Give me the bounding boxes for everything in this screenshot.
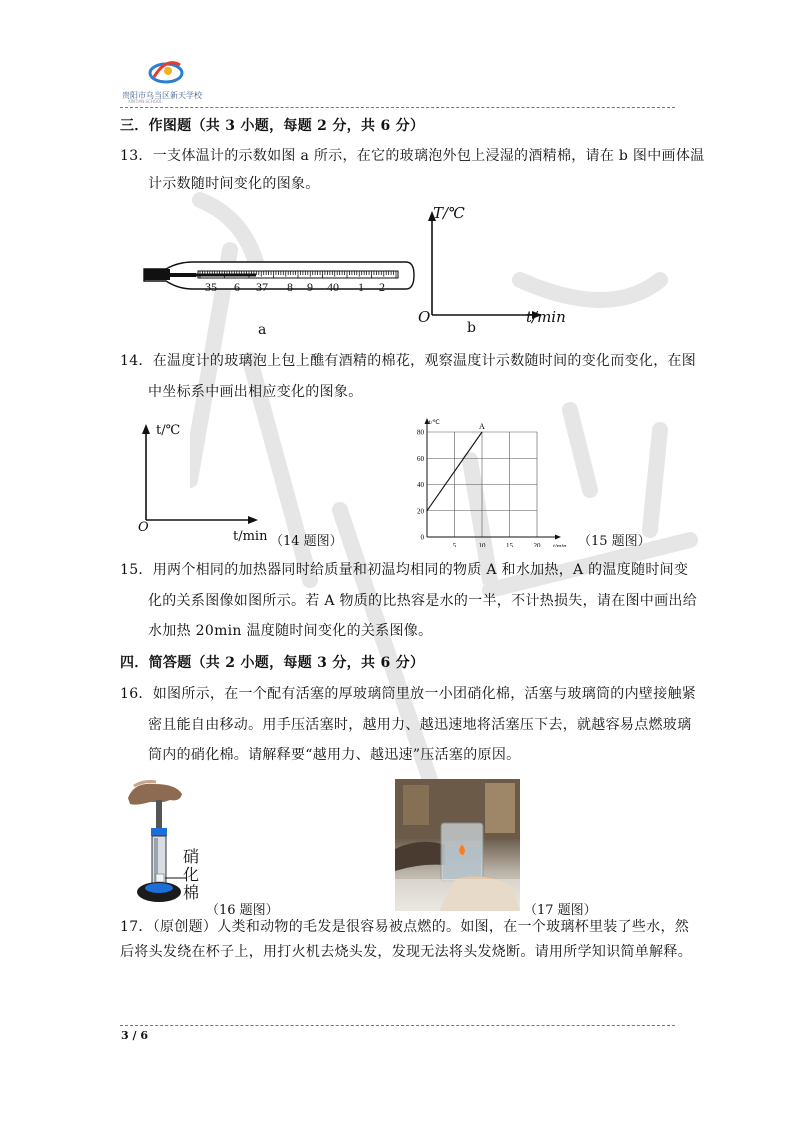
fig-b-y-label: T/℃ (433, 204, 465, 222)
section3-heading: 三．作图题（共 3 小题，每题 2 分，共 6 分） (120, 118, 425, 134)
thermo-label: 8 (287, 280, 293, 294)
section4-heading: 四．简答题（共 2 小题，每题 3 分，共 6 分） (120, 655, 425, 671)
q17-text-2: 后将头发绕在杯子上，用打火机去烧头发，发现无法将头发烧断。请用所学知识简单解释。 (120, 944, 692, 960)
q16-label-char: 硝 (183, 847, 200, 866)
header-rule (120, 107, 675, 108)
q16-label-char: 化 (183, 865, 200, 884)
q15-chart (405, 412, 585, 547)
q15-text-1: 15．用两个相同的加热器同时给质量和初温均相同的物质 A 和水加热，A 的温度随时间变 (120, 562, 689, 578)
fig-b-origin: O (418, 308, 431, 326)
q14-origin: O (138, 520, 149, 535)
page-number: 3 / 6 (121, 1029, 148, 1042)
fig-b-label: b (467, 320, 476, 336)
thermo-label: 6 (234, 280, 240, 294)
y-tick-label: 0 (420, 533, 424, 542)
q14-caption: （14 题图） (270, 534, 343, 549)
fig-b-axes (420, 205, 550, 320)
x-tick-label: 20 (533, 542, 541, 547)
q14-text-1: 14．在温度计的玻璃泡上包上醮有酒精的棉花，观察温度计示数随时间的变化而变化，在图 (120, 353, 697, 369)
q17-caption: （17 题图） (524, 903, 597, 918)
x-axis-label: t/min (553, 543, 567, 547)
x-tick-label: 5 (452, 542, 457, 547)
thermo-label: 1 (358, 280, 364, 294)
q16-text-3: 筒内的硝化棉。请解释要“越用力、越迅速”压活塞的原因。 (148, 747, 521, 763)
school-logo (146, 55, 186, 91)
q14-y-label: t/℃ (156, 423, 181, 438)
thermo-label: 35 (205, 280, 217, 294)
thermo-label: 40 (327, 280, 339, 294)
q17-photo (395, 779, 520, 911)
thermo-label: 37 (256, 280, 268, 294)
fig-b-x-label: t/min (526, 308, 566, 326)
q16-label-nitrocellulose (183, 848, 199, 902)
q13-text-2: 计示数随时间变化的图象。 (148, 176, 320, 192)
annotation-label: A (479, 422, 485, 431)
q14-x-label: t/min (233, 529, 268, 544)
y-axis-label: t/℃ (429, 419, 440, 426)
q16-text-2: 密且能自由移动。用手压活塞时，越用力、越迅速地将活塞压下去，就越容易点燃玻璃 (148, 717, 692, 733)
q16-caption: （16 题图） (206, 903, 279, 918)
y-tick-label: 80 (417, 428, 424, 437)
q14-text-2: 中坐标系中画出相应变化的图象。 (148, 384, 363, 400)
q16-label-char: 棉 (183, 883, 200, 902)
school-name: 贵阳市乌当区新天学校 (122, 91, 202, 100)
thermometer-scale (205, 280, 405, 296)
school-tagline: XINTIAN SCHOOL (128, 99, 163, 104)
y-tick-label: 40 (417, 481, 424, 489)
q13-text-1: 13．一支体温计的示数如图 a 所示，在它的玻璃泡外包上浸湿的酒精棉，请在 b 图中画体温 (120, 148, 705, 164)
thermo-label: 9 (307, 280, 313, 294)
y-tick-label: 60 (417, 454, 424, 463)
q15-text-3: 水加热 20min 温度随时间变化的关系图像。 (148, 623, 433, 639)
footer-rule (120, 1025, 675, 1026)
q16-text-1: 16．如图所示，在一个配有活塞的厚玻璃筒里放一小团硝化棉，活塞与玻璃筒的内壁接触紧 (120, 686, 697, 702)
thermo-label: 2 (379, 280, 385, 294)
q17-text-1: 17．（原创题）人类和动物的毛发是很容易被点燃的。如图，在一个玻璃杯里装了些水，然 (120, 919, 690, 935)
x-tick-label: 10 (478, 542, 486, 547)
x-axis-arrow (555, 535, 561, 540)
q15-text-2: 化的关系图像如图所示。若 A 物质的比热容是水的一半，不计热损失，请在图中画出给 (148, 593, 698, 609)
fig-a-label: a (258, 322, 267, 338)
q15-caption: （15 题图） (578, 534, 651, 549)
q17-photo-drawing (395, 779, 520, 911)
x-tick-label: 15 (506, 542, 513, 547)
y-tick-label: 20 (417, 507, 424, 516)
